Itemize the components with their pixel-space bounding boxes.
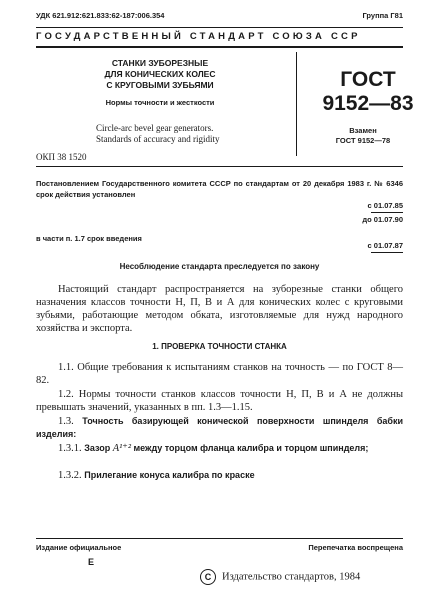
title-ru-subtitle: Нормы точности и жесткости	[105, 98, 215, 107]
udk-code: УДК 621.912:621.833:62-187:006.354	[36, 11, 165, 20]
paragraph-1-3-1-text-b: между торцом фланца калибра и торцом шпинделя;	[131, 443, 369, 453]
title-ru-line-3: С КРУГОВЫМИ ЗУБЬЯМИ	[106, 80, 214, 90]
date-from-rule	[371, 212, 403, 213]
title-ru-line-2: ДЛЯ КОНИЧЕСКИХ КОЛЕС	[104, 69, 216, 79]
title-en-line-2: Standards of accuracy and rigidity	[96, 134, 220, 144]
copyright-icon: С	[200, 569, 216, 585]
replaces-label: Взамен	[349, 126, 377, 135]
part-date: с 01.07.87	[367, 241, 403, 250]
gost-designation	[318, 68, 418, 116]
replaces-value: ГОСТ 9152—78	[335, 136, 391, 145]
part-note: в части п. 1.7 срок введения	[36, 234, 142, 243]
gost-number: 9152—83	[322, 92, 414, 115]
intro-paragraph: Настоящий стандарт распространяется на зуборезные станки общего назначения классов точности Н, П, В и А для конических колес с круговыми зубьями, работающие методом обката, изготовляемые для нужд народного хозяйства и экспорта.	[36, 284, 403, 334]
paragraph-1-3	[36, 415, 403, 441]
paragraph-1-2: 1.2. Нормы точности станков классов точности Н, П, В и А не должны превышать значений, указанных в пп. 1.3—1.15.	[36, 389, 403, 413]
paragraph-1-3-1-text-a: Зазор	[84, 443, 113, 453]
header-rule-top	[36, 27, 403, 28]
paragraph-1-3-text: Точность базирующей конической поверхности шпинделя бабки изделия:	[36, 416, 403, 439]
paragraph-1-3-2-text: Прилегание конуса калибра по краске	[84, 470, 255, 480]
paragraph-1-1: 1.1. Общие требования к испытаниям станков на точность — по ГОСТ 8—82.	[36, 362, 403, 386]
copyright-text: Издательство стандартов, 1984	[222, 571, 361, 583]
part-date-rule	[371, 252, 403, 253]
official-edition-label: Издание официальное	[36, 543, 122, 552]
title-block-ru	[70, 58, 250, 108]
edition-letter: Е	[88, 557, 95, 567]
state-standard-header: ГОСУДАРСТВЕННЫЙ СТАНДАРТ СОЮЗА ССР	[36, 31, 361, 42]
decree-text: Постановлением Государственного комитета СССР по стандартам от 20 декабря 1983 г. № 6346 срок действия установлен	[36, 179, 403, 199]
replaces-block	[310, 126, 416, 146]
clearance-symbol: A¹⁺²	[112, 443, 132, 454]
title-en-line-1: Circle-arc bevel gear generators.	[96, 123, 214, 133]
reprint-prohibited-label: Перепечатка воспрещена	[308, 543, 403, 552]
title-block-en	[96, 123, 266, 145]
title-ru-line-1: СТАНКИ ЗУБОРЕЗНЫЕ	[111, 58, 209, 68]
paragraph-1-3-2	[36, 469, 403, 482]
okp-rule	[36, 166, 403, 167]
okp-code: ОКП 38 1520	[36, 152, 87, 162]
noncompliance-notice: Несоблюдение стандарта преследуется по закону	[119, 262, 320, 271]
date-to: до 01.07.90	[362, 215, 403, 224]
title-divider	[296, 52, 297, 156]
date-from: с 01.07.85	[367, 201, 403, 210]
paragraph-1-3-2-number: 1.3.2.	[58, 470, 85, 481]
group-code: Группа Г81	[362, 11, 403, 20]
section-1-title: 1. ПРОВЕРКА ТОЧНОСТИ СТАНКА	[152, 342, 287, 351]
footer-rule	[36, 538, 403, 539]
paragraph-1-3-1	[36, 442, 403, 455]
header-rule-bottom	[36, 46, 403, 48]
paragraph-1-3-1-number: 1.3.1.	[58, 443, 85, 454]
copyright-line	[200, 569, 360, 585]
gost-label: ГОСТ	[340, 68, 396, 91]
paragraph-1-3-number: 1.3.	[58, 416, 83, 427]
